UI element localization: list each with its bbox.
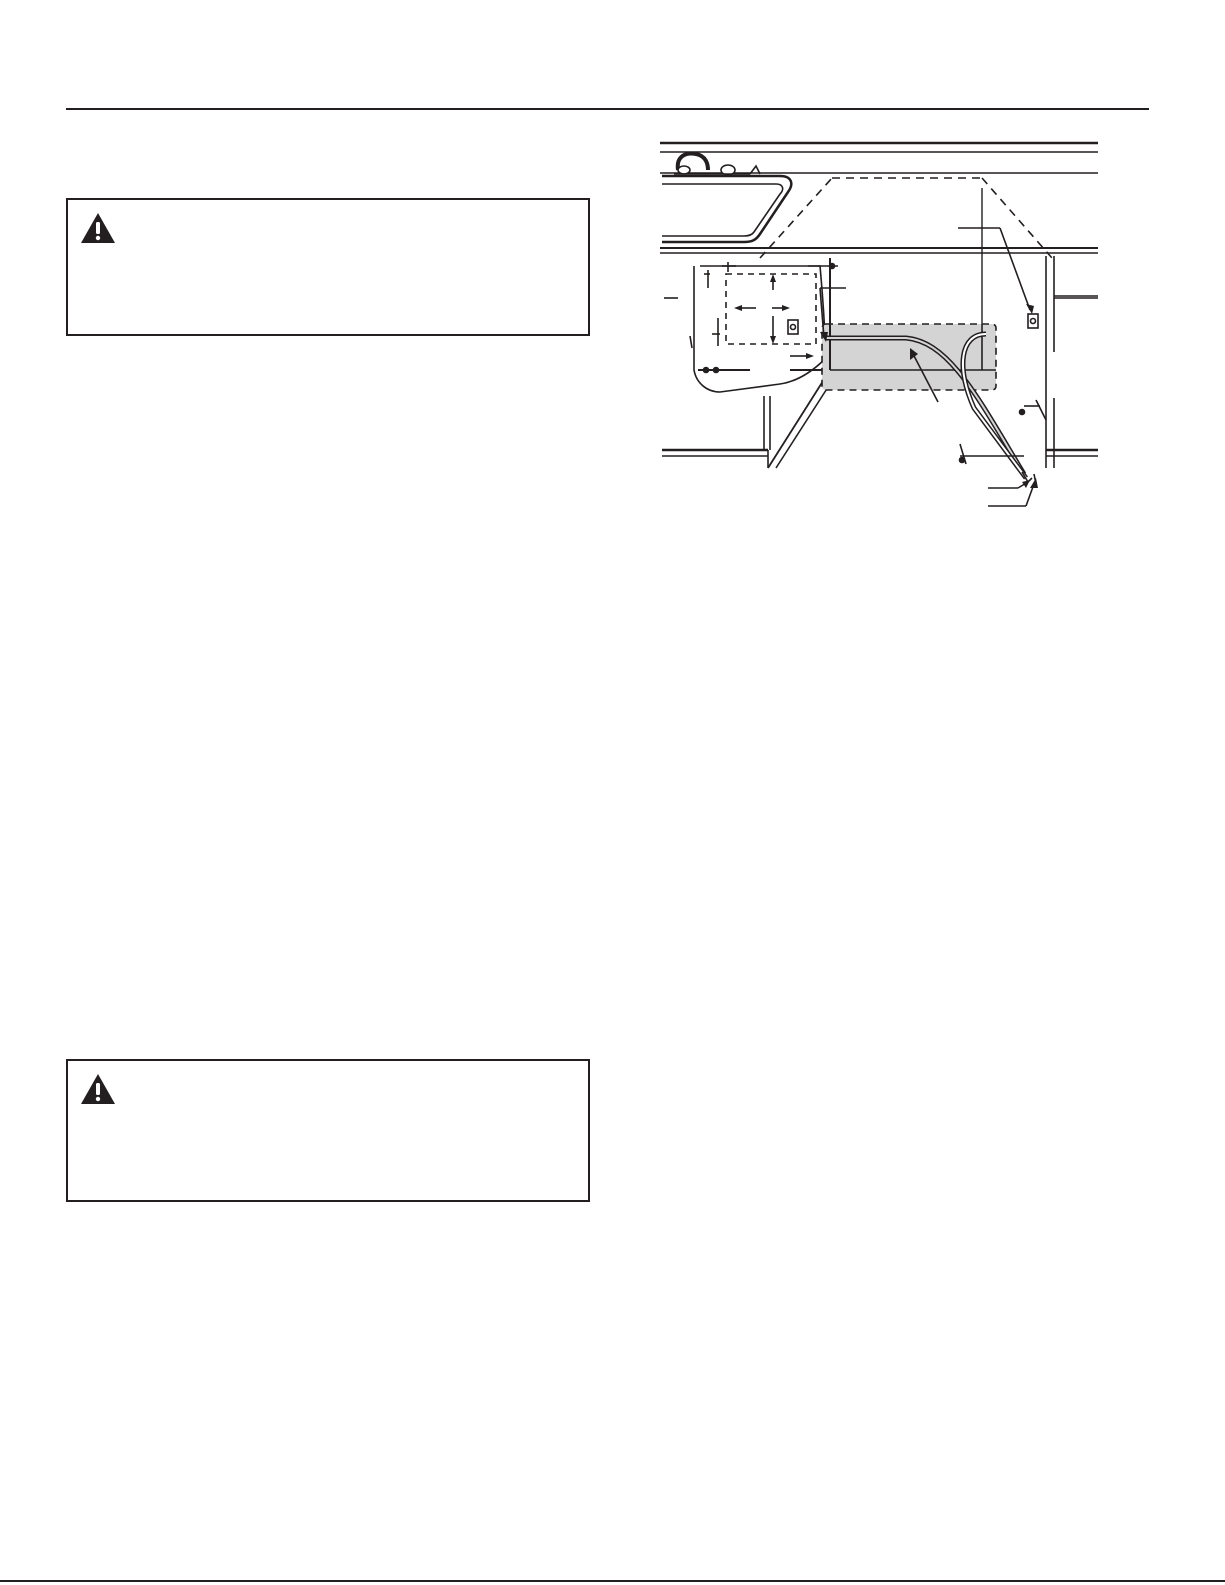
header-rule [66, 108, 1149, 110]
warning-triangle-icon [80, 212, 116, 244]
left-cabinet-cutout [664, 262, 848, 392]
shaded-utility-area [822, 324, 996, 390]
warning-box-bottom [66, 1059, 590, 1202]
warning-triangle-icon [80, 1073, 116, 1105]
warning-box-top [66, 198, 590, 336]
outlet-box [1028, 314, 1038, 328]
footer-rule [0, 1580, 1225, 1582]
opening-outline [760, 178, 1052, 258]
sink [662, 154, 791, 242]
installation-diagram [660, 138, 1098, 510]
